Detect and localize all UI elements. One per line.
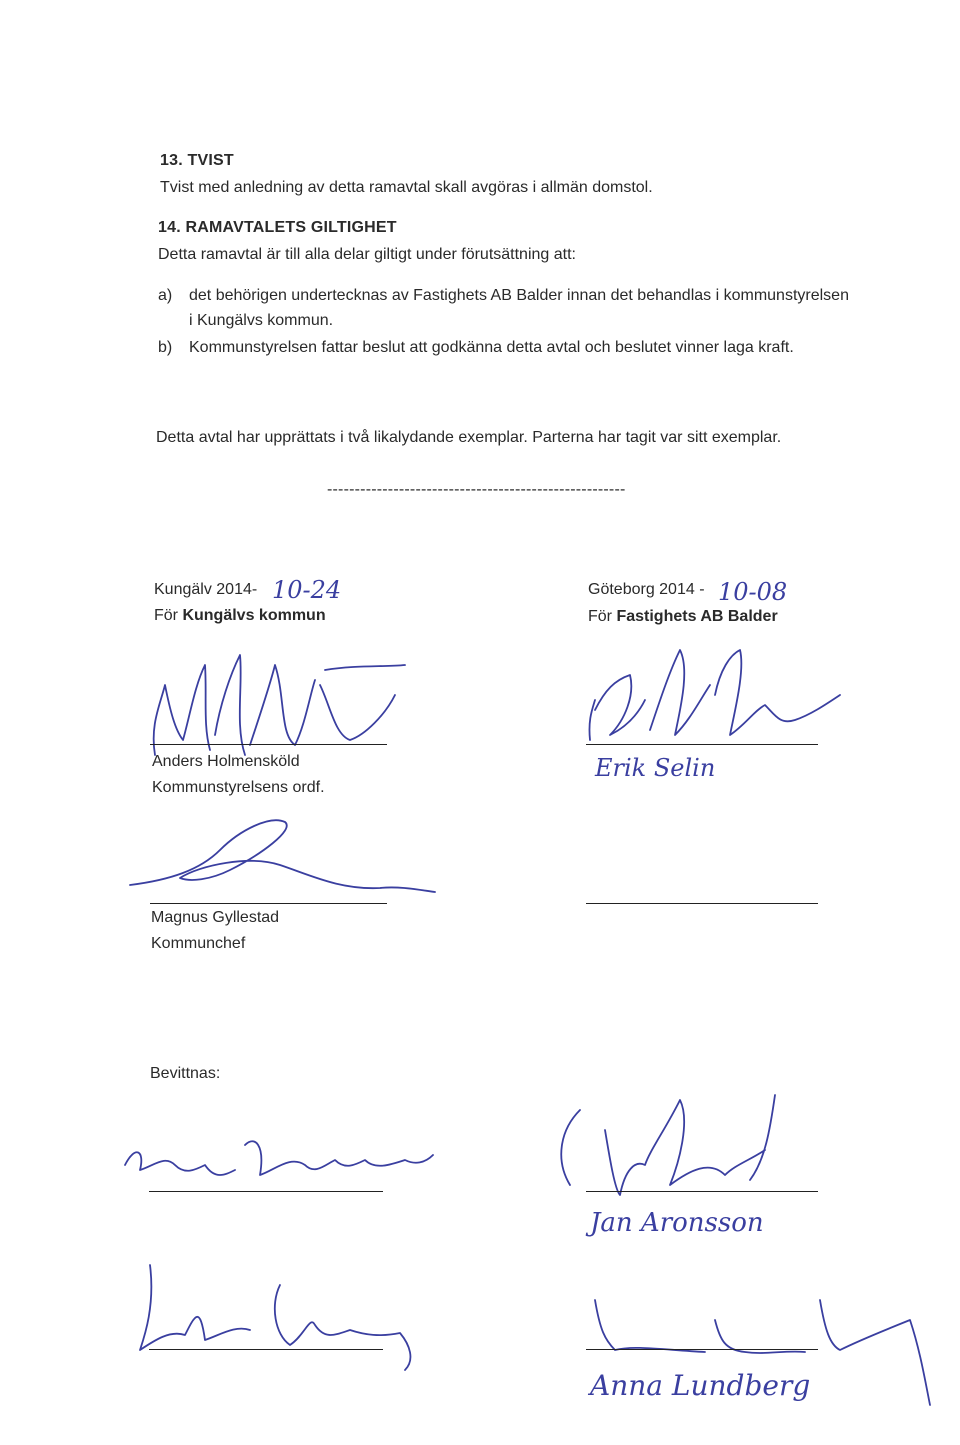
section-13-heading: 13. TVIST (160, 152, 234, 169)
witness-handwritten-name-2 (590, 1355, 950, 1415)
right-for-prefix: För (588, 608, 617, 625)
witness-label: Bevittnas: (150, 1065, 221, 1082)
item-a-marker: a) (158, 287, 173, 304)
witness-line-2 (586, 1191, 818, 1192)
item-b-text: Kommunstyrelsen fattar beslut att godkänna detta avtal och beslutet vinner laga kraft. (189, 339, 794, 356)
left-for-prefix: För (154, 607, 183, 624)
right-handwritten-name (595, 748, 835, 788)
signature-line-3 (586, 744, 818, 745)
svg-text:10-08: 10-08 (718, 578, 788, 606)
signer-2-title: Kommunchef (151, 935, 246, 952)
item-a-line1: det behörigen undertecknas av Fastighets AB Balder innan det behandlas i kommunstyrelsen (189, 287, 849, 304)
svg-text:Jan Aronsson: Jan Aronsson (590, 1208, 764, 1238)
signature-line-2 (150, 903, 387, 904)
section-13-text: Tvist med anledning av detta ramavtal skall avgöras i allmän domstol. (160, 179, 653, 196)
right-for-line (588, 607, 778, 627)
left-for-name: Kungälvs kommun (182, 607, 326, 624)
signature-line-4-empty (586, 903, 818, 904)
section-14-heading: 14. RAMAVTALETS GILTIGHET (158, 219, 397, 236)
svg-text:Anna Lundberg: Anna Lundberg (590, 1369, 811, 1402)
witness-line-1 (149, 1191, 383, 1192)
signer-1-title: Kommunstyrelsens ordf. (152, 779, 325, 796)
signature-line-1 (150, 744, 387, 745)
right-place-date: Göteborg 2014 - (588, 581, 705, 598)
witness-signature-2 (550, 1090, 810, 1200)
svg-text:Erik Selin: Erik Selin (595, 754, 716, 782)
section-14-intro: Detta ramavtal är till alla delar giltigt under förutsättning att: (158, 246, 576, 263)
left-place-date: Kungälv 2014- (154, 581, 258, 598)
svg-text:10-24: 10-24 (272, 576, 342, 604)
closing-statement: Detta avtal har upprättats i två likalydande exemplar. Parterna har tagit var sitt exemplar. (156, 429, 782, 446)
left-for-line (154, 606, 326, 626)
witness-signature-3 (110, 1255, 430, 1375)
signature-gyllestad (110, 810, 440, 910)
witness-line-3 (149, 1349, 383, 1350)
item-b-marker: b) (158, 339, 173, 356)
signature-selin (580, 640, 860, 750)
witness-line-4 (586, 1349, 818, 1350)
witness-handwritten-name (590, 1197, 830, 1247)
signer-2-name: Magnus Gyllestad (151, 909, 280, 926)
divider-dashes: ------------------------------------------------------ (327, 481, 626, 498)
right-handwritten-date (714, 572, 824, 612)
item-a-line2: i Kungälvs kommun. (189, 312, 334, 329)
right-for-name: Fastighets AB Balder (616, 608, 778, 625)
signer-1-name: Anders Holmensköld (152, 753, 300, 770)
left-handwritten-date (268, 570, 378, 610)
signature-holmenskold (135, 645, 435, 765)
witness-signature-1 (115, 1125, 435, 1205)
